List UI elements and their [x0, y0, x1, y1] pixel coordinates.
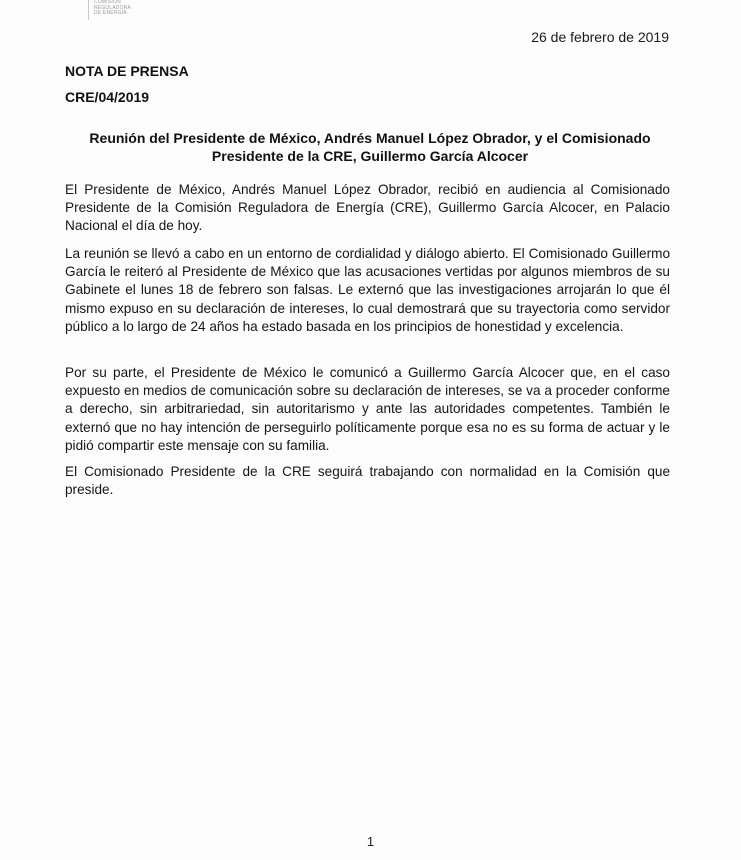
- logo-line: COMISIÓN: [94, 0, 121, 5]
- document-title: [65, 129, 675, 165]
- press-release-code: CRE/04/2019: [65, 89, 150, 105]
- paragraph: Por su parte, el Presidente de México le comunicó a Guillermo García Alcocer que, en el caso expuesto en medios de comunicación sobre su declaración de intereses, se va a proceder conforme a derecho, sin arbitrariedad, sin autoritarismo y ante las autoridades competentes. También le externó que no hay intención de perseguirlo políticamente porque esa no es su forma de actuar y le pidió compartir este mensaje con su familia.: [65, 365, 670, 453]
- page-number: 1: [366, 834, 375, 849]
- paragraph: La reunión se llevó a cabo en un entorno de cordialidad y diálogo abierto. El Comisionado Guillermo García le reiteró al Presidente de México que las acusaciones vertidas por algunos miembros de su Gabinete el lunes 18 de febrero son falsas. Le externó que las investigaciones arrojarán lo que él mismo expuso en su declaración de intereses, lo cual demostrará que su trayectoria como servidor público a lo largo de 24 años ha estado basada en los principios de honestidad y excelencia.: [65, 246, 670, 334]
- cre-logo: [88, 0, 174, 20]
- paragraph: El Comisionado Presidente de la CRE seguirá trabajando con normalidad en la Comisión que preside.: [65, 464, 670, 498]
- title-line: Reunión del Presidente de México, Andrés Manuel López Obrador, y el Comisionado: [89, 130, 651, 146]
- title-line: Presidente de la CRE, Guillermo García Alcocer: [211, 148, 529, 164]
- logo-line: REGULADORA: [94, 4, 132, 11]
- paragraph: El Presidente de México, Andrés Manuel López Obrador, recibió en audiencia al Comisionado Presidente de la Comisión Reguladora de Energía (CRE), Guillermo García Alcocer, en Palacio Nacional el día de hoy.: [65, 182, 670, 234]
- document-date: 26 de febrero de 2019: [531, 29, 669, 45]
- logo-line: DE ENERGÍA: [94, 10, 127, 16]
- press-release-label: NOTA DE PRENSA: [65, 63, 189, 79]
